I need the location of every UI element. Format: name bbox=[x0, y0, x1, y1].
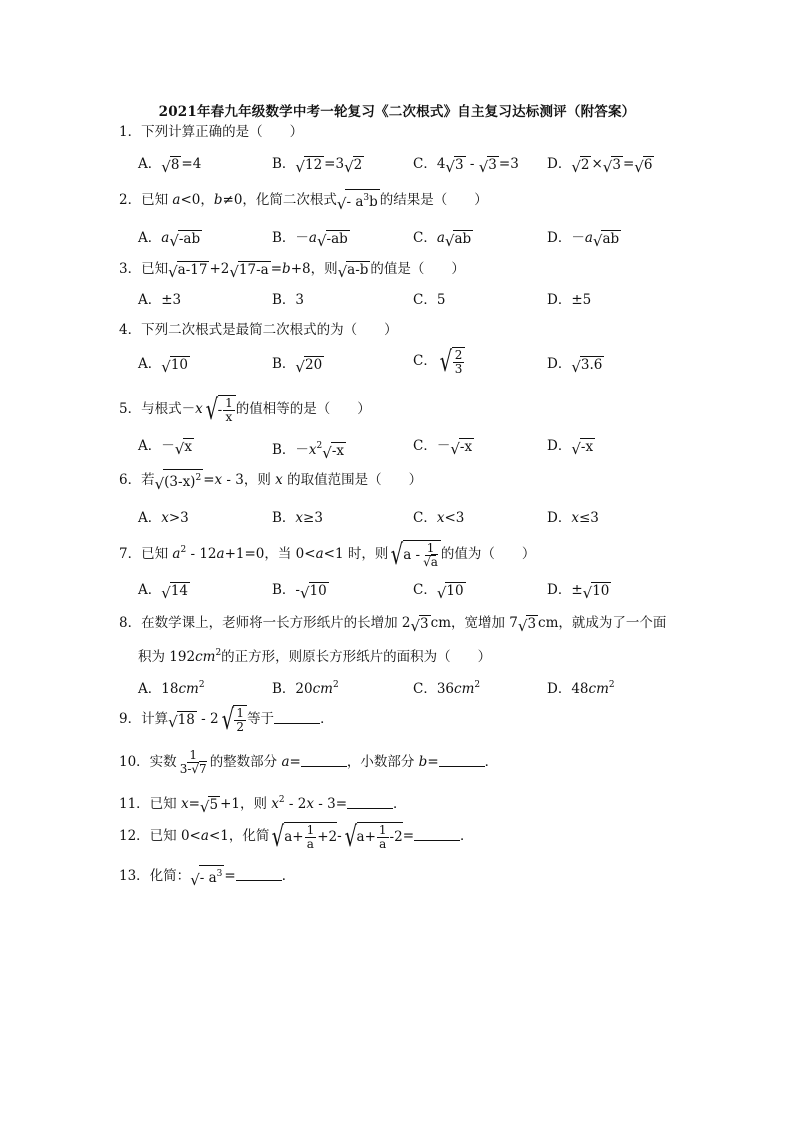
q8-option-b: B．$20cm^2$ bbox=[272, 680, 339, 697]
q8-option-c: C．$36cm^2$ bbox=[413, 680, 481, 697]
q1-option-a: A．√8 =4 bbox=[138, 156, 202, 176]
question-13: 13．化简：√- $a^3$ = ． bbox=[119, 865, 295, 888]
q5-option-d: D．√-x bbox=[547, 438, 594, 458]
q13-answer-blank bbox=[236, 868, 282, 881]
q5-option-a: A．－√x bbox=[138, 438, 192, 458]
question-4: 4．下列二次根式是最简二次根式的为（ ） bbox=[119, 322, 398, 338]
q7-option-d: D．±√10 bbox=[547, 582, 610, 602]
q3-option-d: D．±5 bbox=[547, 292, 592, 308]
question-12: 12．已知 0<a<1，化简√a+ $\frac{1}{a}$ +2-√a+ $\frac{1}{a}$ -2= ． bbox=[119, 819, 474, 853]
q6-option-d: D．x≤3 bbox=[547, 510, 599, 526]
q6-option-c: C．x<3 bbox=[413, 510, 465, 526]
q8-option-d: D．$48cm^2$ bbox=[547, 680, 615, 697]
question-1: 1．下列计算正确的是（ ） bbox=[119, 124, 304, 140]
q2-option-d: D．－a√ab bbox=[547, 230, 620, 250]
q4-option-b: B．√20 bbox=[272, 356, 323, 376]
q11-answer-blank bbox=[347, 796, 393, 809]
q1-option-d: D．√2 ×√3 =√6 bbox=[547, 156, 653, 176]
q3-option-a: A．±3 bbox=[138, 292, 182, 308]
question-3: 3．已知√a-17 +2√17-a =b+8，则√a-b 的值是（ ） bbox=[119, 261, 465, 281]
q7-option-c: C．√10 bbox=[413, 582, 464, 602]
question-2: 2．已知 a<0，b≠0，化简二次根式√- $a^3b$ 的结果是（ ） bbox=[119, 189, 488, 212]
question-6: 6．若$√(3-x)^2 =x - 3$，则 x 的取值范围是（ ） bbox=[119, 469, 422, 492]
q3-option-b: B．3 bbox=[272, 292, 305, 308]
q2-option-c: C．a√ab bbox=[413, 230, 472, 250]
q6-option-b: B．x≥3 bbox=[272, 510, 323, 526]
q1-option-c: C．4√3 - √3 =3 bbox=[413, 156, 519, 176]
q7-option-b: B．-√10 bbox=[272, 582, 327, 602]
q9-answer-blank bbox=[274, 711, 320, 724]
q3-option-c: C．5 bbox=[413, 292, 446, 308]
q2-option-b: B．－a√-ab bbox=[272, 230, 348, 250]
q2-option-a: A．a√-ab bbox=[138, 230, 201, 250]
q4-option-d: D．√3.6 bbox=[547, 356, 603, 376]
q10-blank-a bbox=[301, 754, 347, 767]
document-title: 2021年春九年级数学中考一轮复习《二次根式》自主复习达标测评（附答案） bbox=[158, 104, 636, 120]
q10-blank-b bbox=[439, 754, 485, 767]
q8-option-a: A．$18cm^2$ bbox=[138, 680, 205, 697]
question-8-line-1: 8．在数学课上，老师将一长方形纸片的长增加 2√3 cm，宽增加 7√3 cm，就成为了一个面 bbox=[119, 615, 667, 635]
q12-answer-blank bbox=[414, 828, 460, 841]
q7-option-a: A．√14 bbox=[138, 582, 188, 602]
q1-option-b: B．√12 =3√2 bbox=[272, 156, 363, 176]
question-10: 10．实数 $\frac{1}{3-√7}$ 的整数部分 a= ，小数部分 b= ． bbox=[119, 748, 499, 776]
q5-option-c: C．－√-x bbox=[413, 438, 473, 458]
q5-option-b: B．$-x^2√-x$ bbox=[272, 441, 345, 462]
question-11: 11．已知 x=√5 +1，则 $x^2 - 2x - 3=$ ． bbox=[119, 795, 407, 816]
q6-option-a: A．x>3 bbox=[138, 510, 189, 526]
q4-option-c: C．√ $\frac{2}{3}$ bbox=[413, 347, 465, 376]
question-8-line-2: 积为 $192cm^2$的正方形，则原长方形纸片的面积为（ ） bbox=[138, 648, 492, 665]
question-5: 5．与根式－x√- $\frac{1}{x}$ 的值相等的是（ ） bbox=[119, 392, 371, 426]
q4-option-a: A．√10 bbox=[138, 356, 188, 376]
question-7: 7．已知 $a^2 - 12a+1=0$，当 0<a<1 时，则√a - $\frac{1}{√a}$ 的值为（ ） bbox=[119, 537, 536, 571]
question-9: 9．计算√18 - 2√ $\frac{1}{2}$ 等于 ． bbox=[119, 702, 334, 736]
